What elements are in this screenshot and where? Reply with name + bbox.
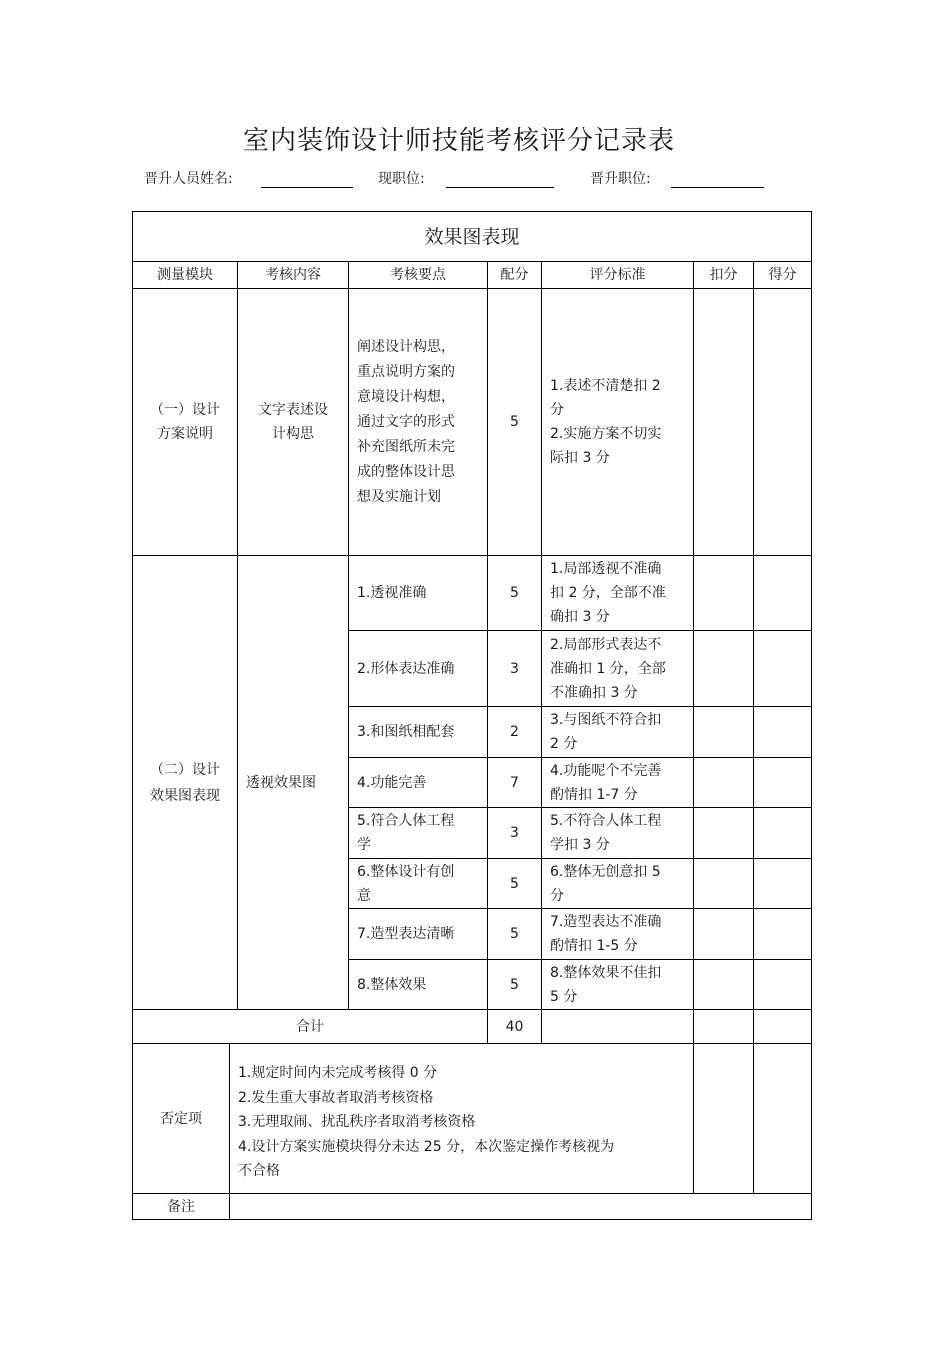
row-key-point: 7.造型表达清晰: [357, 926, 455, 942]
row-criteria: 3.与图纸不符合扣 2 分: [550, 712, 662, 752]
module1-score: 5: [510, 414, 519, 430]
row-score: 5: [510, 976, 519, 993]
module1-content: 文字表述设 计构思: [258, 402, 328, 442]
row-criteria: 4.功能呢个不完善 酌情扣 1-7 分: [550, 762, 662, 803]
row-score: 3: [510, 660, 519, 677]
row-key-point: 6.整体设计有创 意: [357, 863, 455, 904]
row-criteria: 7.造型表达不准确 酌情扣 1-5 分: [550, 914, 662, 954]
table-border-bottom: [132, 1219, 812, 1220]
header-content: 考核内容: [265, 267, 321, 283]
row-score: 5: [510, 585, 519, 601]
section-title: 效果图表现: [424, 225, 520, 248]
current-position-label: 现职位:: [378, 171, 425, 187]
header-allotted-score: 配分: [500, 267, 529, 283]
row-score: 5: [510, 875, 519, 892]
remark-label: 备注: [167, 1198, 195, 1215]
remark-field[interactable]: [230, 1194, 811, 1219]
negation-item: 1.规定时间内未完成考核得 0 分: [238, 1065, 438, 1081]
header-key-points: 考核要点: [390, 267, 446, 283]
target-position-field-line[interactable]: [671, 187, 764, 188]
table-border-right: [811, 211, 812, 1219]
page-title: 室内装饰设计师技能考核评分记录表: [242, 126, 675, 156]
row-criteria: 1.局部透视不准确 扣 2 分，全部不准 确扣 3 分: [550, 561, 666, 625]
total-label: 合计: [296, 1018, 324, 1035]
row-criteria: 5.不符合人体工程 学扣 3 分: [550, 813, 662, 853]
negation-item: 2.发生重大事故者取消考核资格: [238, 1089, 434, 1106]
name-field-line[interactable]: [261, 187, 353, 188]
row-key-point: 2.形体表达准确: [357, 660, 455, 677]
module2-content: 透视效果图: [246, 774, 316, 791]
negation-items: [230, 1044, 693, 1193]
header-module: 测量模块: [157, 267, 213, 283]
header-deduction: 扣分: [709, 267, 738, 283]
row-key-point: 5.符合人体工程 学: [357, 813, 455, 853]
negation-label: 否定项: [160, 1110, 202, 1127]
table-column-rule: [693, 261, 694, 1193]
row-score: 7: [510, 774, 519, 791]
header-criteria: 评分标准: [589, 267, 646, 283]
module1-criteria: 1.表述不清楚扣 2 分 2.实施方案不切实 际扣 3 分: [550, 378, 662, 466]
module1-name: （一）设计 方案说明: [150, 402, 220, 442]
header-final-score: 得分: [768, 267, 797, 283]
row-criteria: 2.局部形式表达不 准确扣 1 分，全部 不准确扣 3 分: [550, 636, 666, 701]
module1-key-points: 阐述设计构思， 重点说明方案的 意境设计构想， 通过文字的形式 补充图纸所未完 成的整体设计思 想及实施计划: [357, 338, 455, 505]
row-key-point: 1.透视准确: [357, 585, 427, 601]
row-key-point: 8.整体效果: [357, 976, 427, 993]
module2-name: （二）设计 效果图表现: [150, 761, 220, 804]
target-position-label: 晋升职位:: [590, 171, 651, 187]
row-score: 5: [510, 926, 519, 942]
total-score: 40: [505, 1018, 524, 1035]
negation-item: 3.无理取闹、扰乱秩序者取消考核资格: [238, 1114, 476, 1130]
row-score: 2: [510, 724, 519, 740]
row-criteria: 8.整体效果不佳扣 5 分: [550, 964, 662, 1005]
row-key-point: 3.和图纸相配套: [357, 724, 455, 740]
table-column-rule: [753, 261, 754, 1193]
row-score: 3: [510, 825, 519, 841]
current-position-field-line[interactable]: [446, 187, 554, 188]
negation-item: 4.设计方案实施模块得分未达 25 分，本次鉴定操作考核视为 不合格: [238, 1138, 615, 1179]
name-label: 晋升人员姓名:: [144, 171, 233, 187]
row-criteria: 6.整体无创意扣 5 分: [550, 863, 661, 904]
row-key-point: 4.功能完善: [357, 774, 427, 791]
